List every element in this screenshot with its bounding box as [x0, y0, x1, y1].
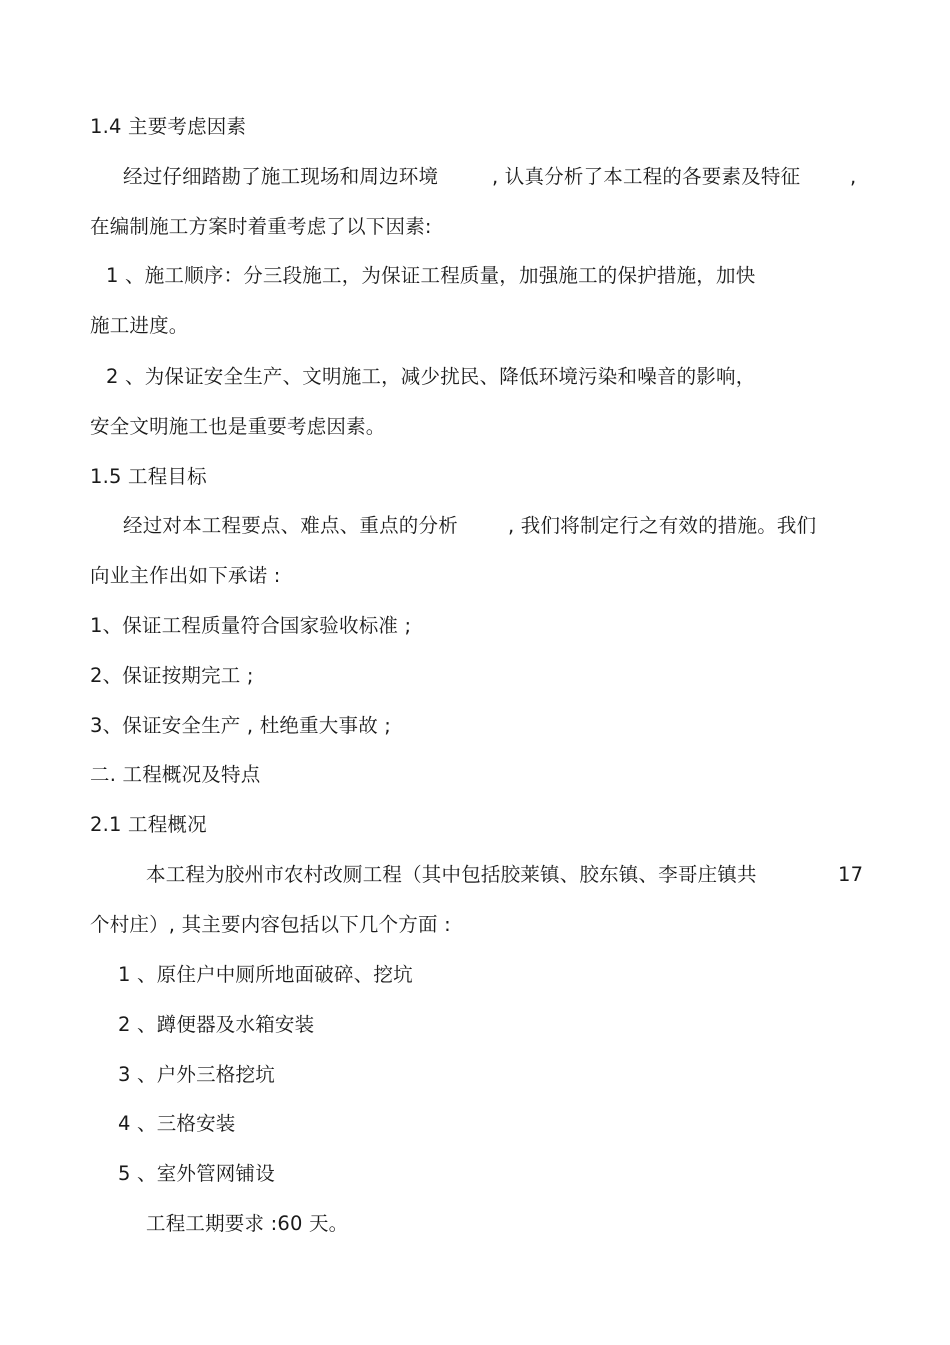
list-item: 1 、原住户中厕所地面破碎、挖坑 [118, 963, 413, 986]
paragraph-line: , 认真分析了本工程的各要素及特征 [492, 165, 801, 188]
paragraph-line: 工程工期要求 :60 天。 [146, 1212, 349, 1235]
paragraph-line: , [850, 165, 857, 188]
heading-2-1: 2.1 工程概况 [90, 813, 207, 836]
list-item: 4 、三格安装 [118, 1112, 236, 1135]
paragraph-line: 个村庄）, 其主要内容包括以下几个方面 : [90, 913, 451, 936]
paragraph-line: 安全文明施工也是重要考虑因素。 [90, 415, 386, 438]
paragraph-line: 经过对本工程要点、难点、重点的分析 [123, 514, 458, 537]
heading-1-5: 1.5 工程目标 [90, 465, 207, 488]
heading-1-4: 1.4 主要考虑因素 [90, 115, 247, 138]
paragraph-line: 经过仔细踏勘了施工现场和周边环境 [123, 165, 439, 188]
heading-section-2: 二. 工程概况及特点 [90, 763, 261, 786]
paragraph-line: 本工程为胶州市农村改厕工程（其中包括胶莱镇、胶东镇、李哥庄镇共 [146, 863, 757, 886]
paragraph-line: 在编制施工方案时着重考虑了以下因素: [90, 215, 432, 238]
list-item: 3 、户外三格挖坑 [118, 1063, 275, 1086]
paragraph-line: 施工进度。 [90, 314, 189, 337]
paragraph-line: 向业主作出如下承诺 : [90, 564, 281, 587]
list-item: 5 、室外管网铺设 [118, 1162, 275, 1185]
list-item: 1 、施工顺序：分三段施工，为保证工程质量，加强施工的保护措施，加快 [106, 264, 756, 287]
list-item: 1、保证工程质量符合国家验收标准 ; [90, 614, 412, 637]
list-item: 2 、为保证安全生产、文明施工，减少扰民、降低环境污染和噪音的影响， [106, 365, 756, 388]
list-item: 3、保证安全生产 , 杜绝重大事故 ; [90, 714, 392, 737]
paragraph-line: , 我们将制定行之有效的措施。我们 [508, 514, 817, 537]
list-item: 2、保证按期完工 ; [90, 664, 254, 687]
paragraph-line: 17 [838, 863, 864, 886]
list-item: 2 、蹲便器及水箱安装 [118, 1013, 315, 1036]
